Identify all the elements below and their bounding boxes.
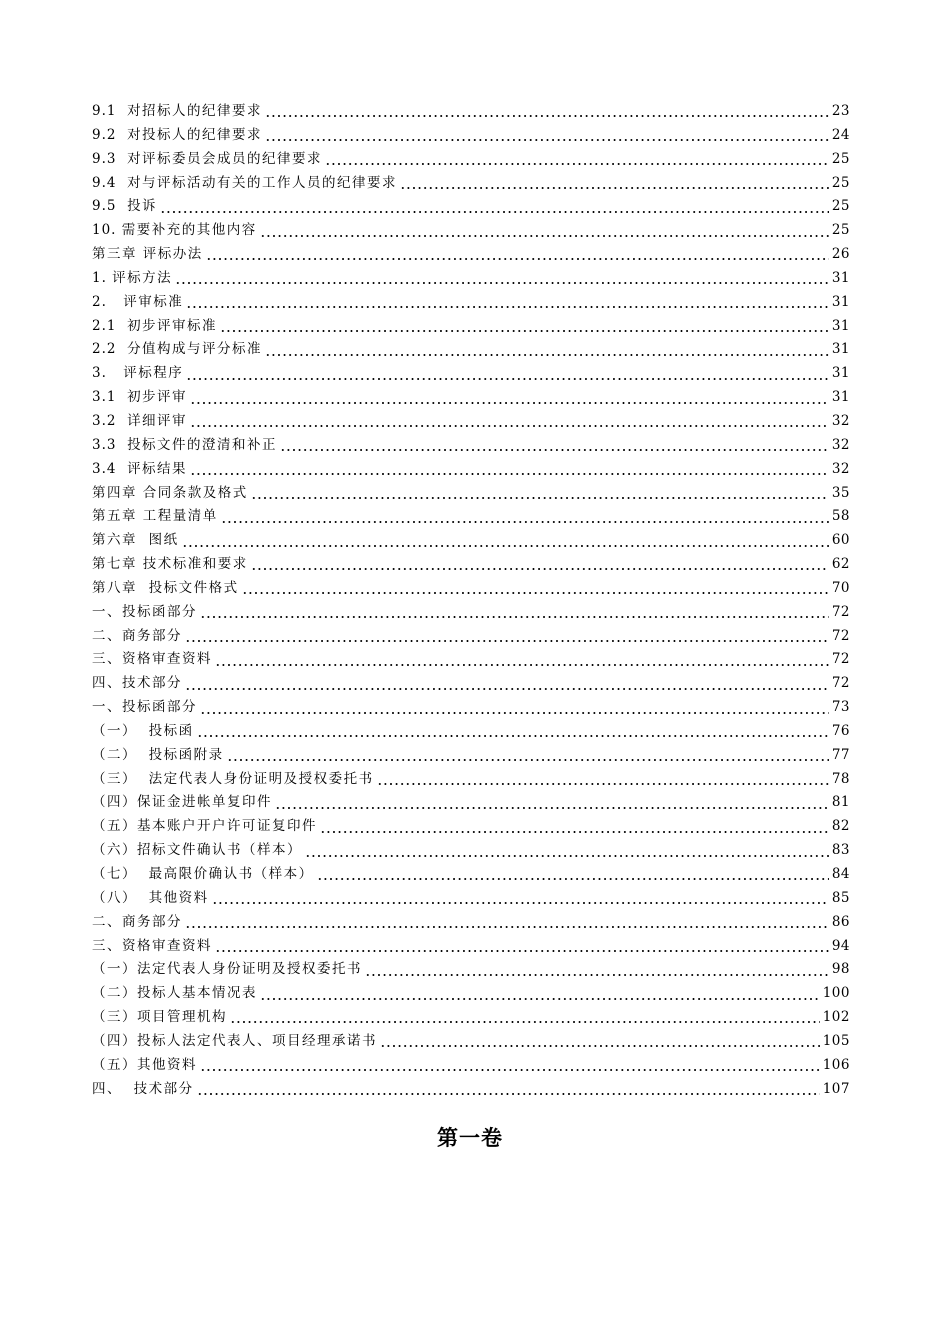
toc-entry[interactable]: [92, 172, 850, 196]
dot-leader: [185, 688, 829, 690]
toc-entry-page-number: 77: [831, 746, 850, 763]
toc-entry-number: 9.4: [92, 174, 128, 191]
toc-entry[interactable]: [92, 482, 850, 506]
toc-entry[interactable]: [92, 410, 850, 434]
toc-entry-title: 评标程序: [117, 365, 184, 382]
toc-entry[interactable]: [92, 553, 850, 577]
toc-entry-title: （二）投标人基本情况表: [92, 985, 257, 1002]
toc-entry-title: （五）基本账户开户许可证复印件: [92, 818, 317, 835]
dot-leader: [221, 521, 829, 523]
toc-entry[interactable]: [92, 839, 850, 863]
toc-entry[interactable]: [92, 1006, 850, 1030]
dot-leader: [206, 258, 829, 260]
toc-entry-page-number: 25: [831, 198, 850, 215]
toc-entry-title: 投诉: [127, 198, 158, 215]
toc-entry[interactable]: [92, 887, 850, 911]
toc-entry-page-number: 31: [831, 293, 850, 310]
toc-entry-page-number: 58: [831, 508, 850, 525]
dot-leader: [197, 1093, 820, 1095]
toc-entry[interactable]: [92, 577, 850, 601]
toc-entry-title: 第八章 投标文件格式: [92, 579, 239, 596]
toc-entry-number: 1.: [92, 269, 113, 286]
toc-entry[interactable]: [92, 911, 850, 935]
dot-leader: [186, 378, 829, 380]
toc-entry-number: 9.1: [92, 103, 128, 119]
toc-entry-title: （四）保证金进帐单复印件: [92, 794, 272, 811]
dot-leader: [215, 664, 829, 666]
toc-entry[interactable]: [92, 291, 850, 315]
toc-entry-title: 二、商务部分: [92, 913, 182, 930]
dot-leader: [305, 855, 829, 857]
toc-entry-title: 四、 技术部分: [92, 1080, 194, 1097]
toc-entry[interactable]: [92, 791, 850, 815]
toc-entry[interactable]: [92, 958, 850, 982]
toc-entry-page-number: 24: [831, 126, 850, 143]
toc-entry[interactable]: [92, 434, 850, 458]
dot-leader: [197, 735, 829, 737]
toc-entry-page-number: 85: [831, 889, 850, 906]
toc-entry-title: （三） 法定代表人身份证明及授权委托书: [92, 770, 374, 787]
toc-entry[interactable]: [92, 529, 850, 553]
toc-entry-page-number: 72: [831, 603, 850, 620]
toc-entry[interactable]: [92, 124, 850, 148]
toc-entry-title: 评审标准: [117, 293, 184, 310]
dot-leader: [200, 1069, 820, 1071]
dot-leader: [200, 712, 829, 714]
toc-entry-page-number: 23: [831, 103, 850, 119]
toc-entry-number: 3.2: [92, 412, 128, 429]
toc-entry-number: 9.3: [92, 150, 128, 167]
toc-entry-page-number: 107: [822, 1080, 850, 1097]
dot-leader: [200, 616, 829, 618]
toc-entry-page-number: 78: [831, 770, 850, 787]
toc-entry-page-number: 70: [831, 579, 850, 596]
toc-entry-title: 对与评标活动有关的工作人员的纪律要求: [127, 174, 398, 191]
toc-entry-page-number: 31: [831, 269, 850, 286]
dot-leader: [320, 831, 829, 833]
toc-entry-number: 10.: [92, 222, 122, 239]
toc-entry-title: 对评标委员会成员的纪律要求: [127, 150, 323, 167]
toc-entry-title: 分值构成与评分标准: [127, 341, 263, 358]
toc-entry-title: 第七章 技术标准和要求: [92, 556, 248, 573]
toc-entry[interactable]: [92, 1054, 850, 1078]
dot-leader: [185, 640, 829, 642]
toc-entry-title: （三）项目管理机构: [92, 1009, 227, 1026]
table-of-contents: [92, 100, 850, 1101]
toc-entry-title: 需要补充的其他内容: [121, 222, 257, 239]
dot-leader: [190, 473, 829, 475]
dot-leader: [265, 115, 829, 117]
toc-entry[interactable]: [92, 982, 850, 1006]
toc-entry[interactable]: [92, 243, 850, 267]
toc-entry-page-number: 31: [831, 341, 850, 358]
toc-entry-number: 3.4: [92, 460, 128, 477]
dot-leader: [317, 878, 829, 880]
toc-entry-title: 初步评审: [127, 389, 188, 406]
toc-entry-page-number: 84: [831, 866, 850, 882]
toc-entry-page-number: 35: [831, 484, 850, 501]
dot-leader: [212, 902, 829, 904]
toc-entry-page-number: 86: [831, 913, 850, 930]
toc-entry-page-number: 72: [831, 627, 850, 644]
toc-entry-page-number: 31: [831, 389, 850, 406]
toc-entry-page-number: 62: [831, 556, 850, 573]
dot-leader: [260, 235, 829, 237]
toc-entry-title: 对投标人的纪律要求: [127, 126, 263, 143]
dot-leader: [400, 187, 829, 189]
toc-entry[interactable]: [92, 100, 850, 124]
toc-entry[interactable]: [92, 696, 850, 720]
toc-entry-number: 3.: [92, 365, 118, 382]
toc-entry[interactable]: [92, 386, 850, 410]
dot-leader: [251, 568, 829, 570]
toc-entry-title: 第六章 图纸: [92, 532, 179, 549]
toc-entry-title: 投标文件的澄清和补正: [127, 436, 278, 453]
toc-entry-title: （六）招标文件确认书（样本）: [92, 842, 302, 859]
toc-entry-title: 四、技术部分: [92, 675, 182, 692]
dot-leader: [160, 211, 829, 213]
toc-entry-page-number: 81: [831, 794, 850, 811]
toc-entry-page-number: 72: [831, 651, 850, 668]
dot-leader: [377, 783, 829, 785]
toc-entry[interactable]: [92, 148, 850, 172]
toc-entry-title: （四）投标人法定代表人、项目经理承诺书: [92, 1032, 377, 1049]
toc-entry-page-number: 100: [822, 985, 850, 1002]
toc-entry-number: 3.3: [92, 436, 128, 453]
toc-entry-title: 三、资格审查资料: [92, 651, 212, 668]
volume-heading: 第一卷: [437, 1125, 503, 1150]
toc-entry-page-number: 82: [831, 818, 850, 835]
toc-entry[interactable]: [92, 815, 850, 839]
toc-entry-number: 9.5: [92, 198, 128, 215]
toc-entry-title: （一） 投标函: [92, 722, 194, 739]
toc-entry-page-number: 72: [831, 675, 850, 692]
toc-entry[interactable]: [92, 315, 850, 339]
dot-leader: [186, 306, 829, 308]
toc-entry-page-number: 83: [831, 842, 850, 859]
toc-entry[interactable]: [92, 195, 850, 219]
dot-leader: [215, 950, 829, 952]
toc-entry-title: （五）其他资料: [92, 1056, 197, 1073]
toc-entry-page-number: 94: [831, 937, 850, 954]
toc-entry[interactable]: [92, 601, 850, 625]
toc-entry-page-number: 31: [831, 317, 850, 334]
dot-leader: [260, 998, 820, 1000]
toc-entry-title: 二、商务部分: [92, 627, 182, 644]
toc-entry[interactable]: [92, 219, 850, 243]
toc-entry[interactable]: [92, 505, 850, 529]
dot-leader: [380, 1045, 820, 1047]
dot-leader: [220, 330, 829, 332]
toc-entry-page-number: 76: [831, 722, 850, 739]
dot-leader: [182, 545, 829, 547]
toc-entry[interactable]: [92, 935, 850, 959]
dot-leader: [265, 139, 829, 141]
toc-entry-number: 2.2: [92, 341, 128, 358]
toc-entry-number: 2.: [92, 293, 118, 310]
toc-entry-title: （二） 投标函附录: [92, 746, 224, 763]
toc-entry[interactable]: [92, 458, 850, 482]
dot-leader: [275, 807, 829, 809]
toc-entry-title: 三、资格审查资料: [92, 937, 212, 954]
toc-entry-title: 详细评审: [127, 412, 188, 429]
toc-entry-page-number: 73: [831, 699, 850, 716]
toc-entry[interactable]: [92, 1030, 850, 1054]
dot-leader: [325, 163, 829, 165]
toc-entry-page-number: 32: [831, 436, 850, 453]
toc-entry-title: 评标结果: [127, 460, 188, 477]
toc-entry-title: 评标方法: [112, 269, 173, 286]
toc-entry-title: 一、投标函部分: [92, 699, 197, 716]
toc-entry[interactable]: [92, 362, 850, 386]
toc-entry-title: 第五章 工程量清单: [92, 508, 218, 525]
toc-entry-page-number: 32: [831, 412, 850, 429]
dot-leader: [185, 926, 829, 928]
dot-leader: [230, 1021, 820, 1023]
toc-entry-page-number: 25: [831, 222, 850, 239]
dot-leader: [251, 497, 829, 499]
dot-leader: [190, 402, 829, 404]
toc-entry-page-number: 60: [831, 532, 850, 549]
dot-leader: [280, 449, 829, 451]
toc-entry-page-number: 32: [831, 460, 850, 477]
toc-entry-title: 初步评审标准: [127, 317, 218, 334]
toc-entry-title: （七） 最高限价确认书（样本）: [92, 866, 314, 882]
toc-entry[interactable]: [92, 672, 850, 696]
dot-leader: [190, 425, 829, 427]
toc-entry[interactable]: [92, 863, 850, 887]
dot-leader: [365, 974, 829, 976]
toc-entry-page-number: 106: [822, 1056, 850, 1073]
toc-entry-page-number: 25: [831, 150, 850, 167]
toc-entry-page-number: 31: [831, 365, 850, 382]
toc-entry-title: （八） 其他资料: [92, 889, 209, 906]
toc-entry[interactable]: [92, 744, 850, 768]
toc-entry-title: 一、投标函部分: [92, 603, 197, 620]
toc-entry[interactable]: [92, 338, 850, 362]
toc-entry[interactable]: [92, 625, 850, 649]
dot-leader: [227, 759, 829, 761]
toc-entry[interactable]: [92, 267, 850, 291]
toc-entry-number: 9.2: [92, 126, 128, 143]
toc-entry-page-number: 26: [831, 246, 850, 263]
toc-entry-page-number: 105: [822, 1032, 850, 1049]
toc-entry[interactable]: [92, 1078, 850, 1102]
toc-entry-number: 3.1: [92, 389, 128, 406]
dot-leader: [265, 354, 829, 356]
toc-entry-title: 第三章 评标办法: [92, 246, 203, 263]
toc-entry-title: 第四章 合同条款及格式: [92, 484, 248, 501]
dot-leader: [242, 592, 829, 594]
toc-entry[interactable]: [92, 768, 850, 792]
toc-entry[interactable]: [92, 720, 850, 744]
toc-entry-page-number: 25: [831, 174, 850, 191]
toc-entry-title: （一）法定代表人身份证明及授权委托书: [92, 961, 362, 978]
toc-entry-page-number: 98: [831, 961, 850, 978]
toc-entry-number: 2.1: [92, 317, 128, 334]
toc-entry[interactable]: [92, 648, 850, 672]
toc-entry-page-number: 102: [822, 1009, 850, 1026]
dot-leader: [175, 282, 829, 284]
toc-entry-title: 对招标人的纪律要求: [127, 103, 263, 119]
